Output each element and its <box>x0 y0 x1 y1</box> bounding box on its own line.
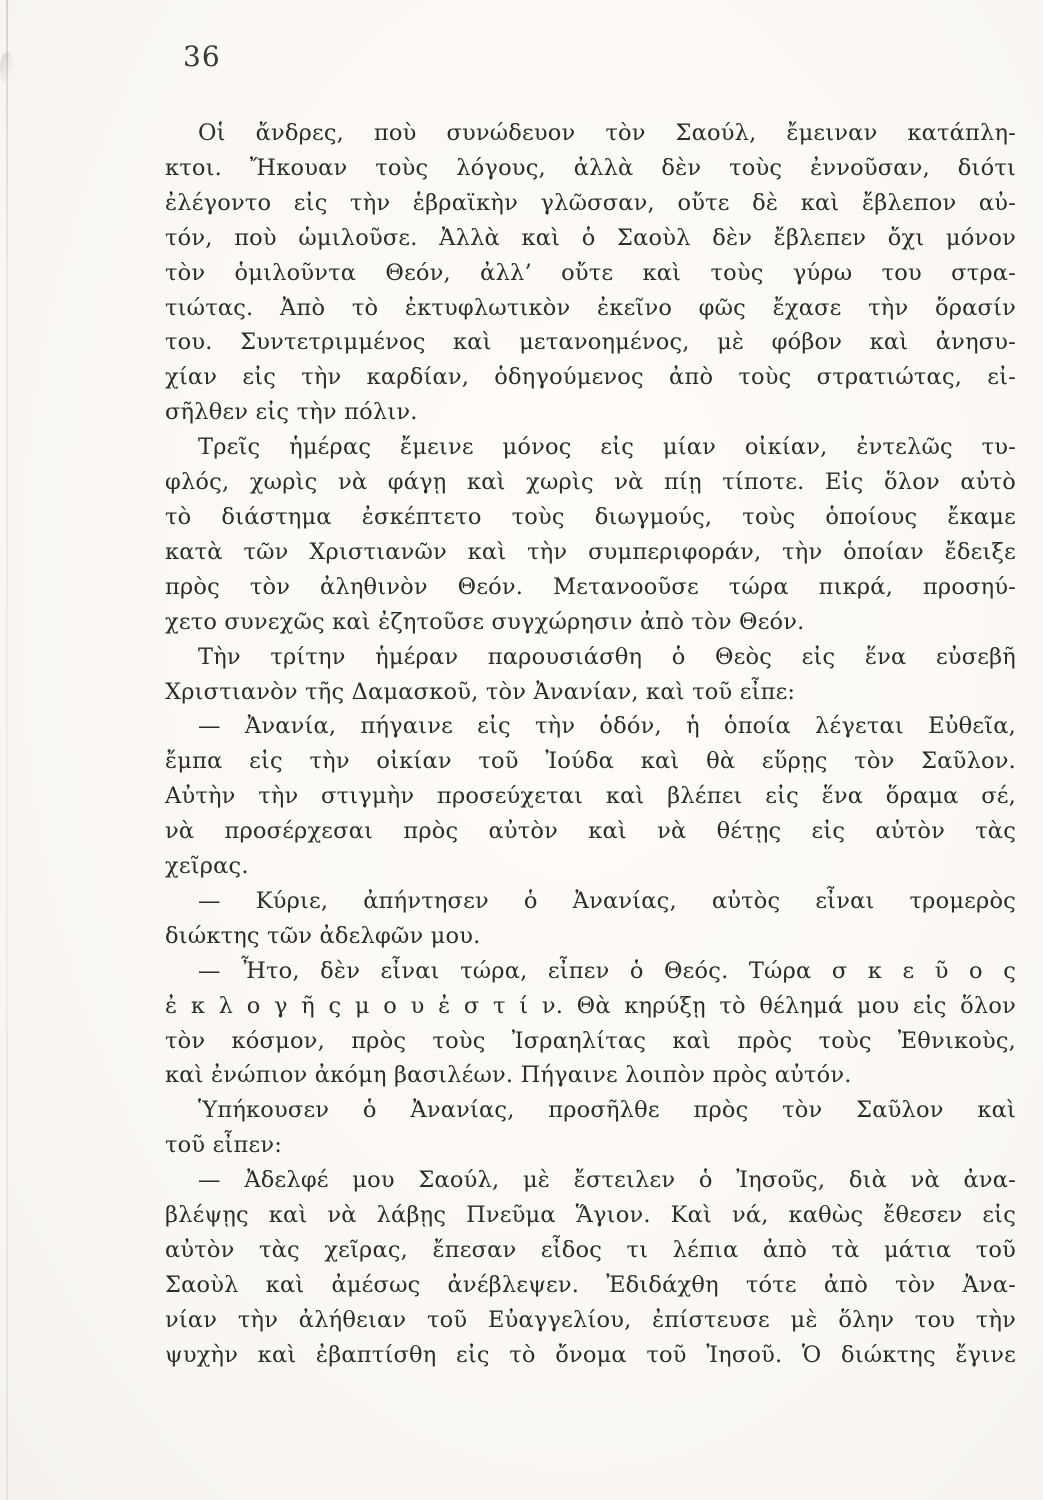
text-line: τοῦ εἶπεν: <box>165 1132 283 1159</box>
text-line: σῆλθεν εἰς τὴν πόλιν. <box>165 399 418 426</box>
text-line: ἐ κ λ ο γ ῆ ς μ ο υ ἐ σ τ ί ν. Θὰ κηρύξῃ τὸ θέλημά μου εἰς ὅλον <box>165 992 1016 1019</box>
text-line: — Ἀνανία, πήγαινε εἰς τὴν ὁδόν, ἡ ὁποία λέγεται Εὐθεῖα, <box>198 713 1016 740</box>
scan-smudge-artifact <box>0 52 14 86</box>
text-line: ἐλέγοντο εἰς τὴν ἑβραϊκὴν γλῶσσαν, οὔτε δὲ καὶ ἔβλεπον αὐ- <box>165 189 1016 216</box>
text-line: νίαν τὴν ἀλήθειαν τοῦ Εὐαγγελίου, ἐπίστευσε μὲ ὅλην του τὴν <box>165 1306 1016 1333</box>
text-line: τὸν κόσμον, πρὸς τοὺς Ἰσραηλίτας καὶ πρὸς τοὺς Ἐθνικοὺς, <box>165 1027 1016 1054</box>
text-line: Χριστιανὸν τῆς Δαμασκοῦ, τὸν Ἀνανίαν, καὶ τοῦ εἶπε: <box>165 678 796 705</box>
text-line: καὶ ἐνώπιον ἀκόμη βασιλέων. Πήγαινε λοιπὸν πρὸς αὐτόν. <box>165 1062 852 1089</box>
text-line: — Κύριε, ἀπήντησεν ὁ Ἀνανίας, αὐτὸς εἶναι τρομερὸς <box>198 887 1016 914</box>
text-line: αὐτὸν τὰς χεῖρας, ἔπεσαν εἶδος τι λέπια ἀπὸ τὰ μάτια τοῦ <box>165 1237 1016 1263</box>
text-line: Σαοὺλ καὶ ἀμέσως ἀνέβλεψεν. Ἐδιδάχθη τότε ἀπὸ τὸν Ἀνα- <box>165 1271 1016 1298</box>
text-line: Ὑπήκουσεν ὁ Ἀνανίας, προσῆλθε πρὸς τὸν Σαῦλον καὶ <box>198 1097 1016 1124</box>
text-line: τόν, ποὺ ὡμιλοῦσε. Ἀλλὰ καὶ ὁ Σαοὺλ δὲν ἔβλεπεν ὄχι μόνον <box>165 224 1016 251</box>
text-line: — Ἀδελφέ μου Σαούλ, μὲ ἔστειλεν ὁ Ἰησοῦς, διὰ νὰ ἀνα- <box>198 1167 1016 1194</box>
text-line: νὰ προσέρχεσαι πρὸς αὐτὸν καὶ νὰ θέτῃς εἰς αὐτὸν τὰς <box>165 818 1016 845</box>
body-text-block <box>165 116 1016 1373</box>
text-line: τιώτας. Ἀπὸ τὸ ἐκτυφλωτικὸν ἐκεῖνο φῶς ἔχασε τὴν ὅρασίν <box>165 294 1016 321</box>
text-line: φλός, χωρὶς νὰ φάγῃ καὶ χωρὶς νὰ πίῃ τίποτε. Εἰς ὅλον αὐτὸ <box>165 469 1016 496</box>
text-line: του. Συντετριμμένος καὶ μετανοημένος, μὲ φόβον καὶ ἀνησυ- <box>165 329 1016 356</box>
text-line: τὸν ὁμιλοῦντα Θεόν, ἀλλ’ οὔτε καὶ τοὺς γύρω του στρα- <box>165 259 1016 286</box>
text-line: ἔμπα εἰς τὴν οἰκίαν τοῦ Ἰούδα καὶ θὰ εὕρῃς τὸν Σαῦλον. <box>165 748 1016 775</box>
text-line: χετο συνεχῶς καὶ ἐζητοῦσε συγχώρησιν ἀπὸ τὸν Θεόν. <box>165 608 805 635</box>
text-line: πρὸς τὸν ἀληθινὸν Θεόν. Μετανοοῦσε τώρα πικρά, προσηύ- <box>165 573 1016 600</box>
page-number: 36 <box>183 40 221 73</box>
text-line: χίαν εἰς τὴν καρδίαν, ὁδηγούμενος ἀπὸ τοὺς στρατιώτας, εἰ- <box>165 364 1016 391</box>
text-line: διώκτης τῶν ἀδελφῶν μου. <box>165 922 481 949</box>
text-line: Αὐτὴν τὴν στιγμὴν προσεύχεται καὶ βλέπει εἰς ἕνα ὅραμα σέ, <box>165 783 1016 810</box>
text-line: βλέψῃς καὶ νὰ λάβῃς Πνεῦμα Ἅγιον. Καὶ νά, καθὼς ἔθεσεν εἰς <box>165 1202 1016 1229</box>
text-line: — Ἦτο, δὲν εἶναι τώρα, εἶπεν ὁ Θεός. Τώρα σ κ ε ῦ ο ς <box>198 957 1016 984</box>
text-line: Οἱ ἄνδρες, ποὺ συνώδευον τὸν Σαούλ, ἔμειναν κατάπλη- <box>198 120 1016 146</box>
text-line: χεῖρας. <box>165 853 249 880</box>
text-line: ψυχὴν καὶ ἐβαπτίσθη εἰς τὸ ὄνομα τοῦ Ἰησοῦ. Ὁ διώκτης ἔγινε <box>165 1341 1016 1368</box>
text-line: κατὰ τῶν Χριστιανῶν καὶ τὴν συμπεριφοράν, τὴν ὁποίαν ἔδειξε <box>165 538 1016 565</box>
text-line: τὸ διάστημα ἐσκέπτετο τοὺς διωγμούς, τοὺς ὁποίους ἔκαμε <box>165 503 1016 530</box>
text-line: Τρεῖς ἡμέρας ἔμεινε μόνος εἰς μίαν οἰκίαν, ἐντελῶς τυ- <box>198 434 1016 461</box>
text-line: Τὴν τρίτην ἡμέραν παρουσιάσθη ὁ Θεὸς εἰς ἕνα εὐσεβῆ <box>198 643 1016 670</box>
text-line: κτοι. Ἤκουαν τοὺς λόγους, ἀλλὰ δὲν τοὺς ἐννοῦσαν, διότι <box>165 154 1016 181</box>
scan-edge-artifact <box>6 0 8 1500</box>
